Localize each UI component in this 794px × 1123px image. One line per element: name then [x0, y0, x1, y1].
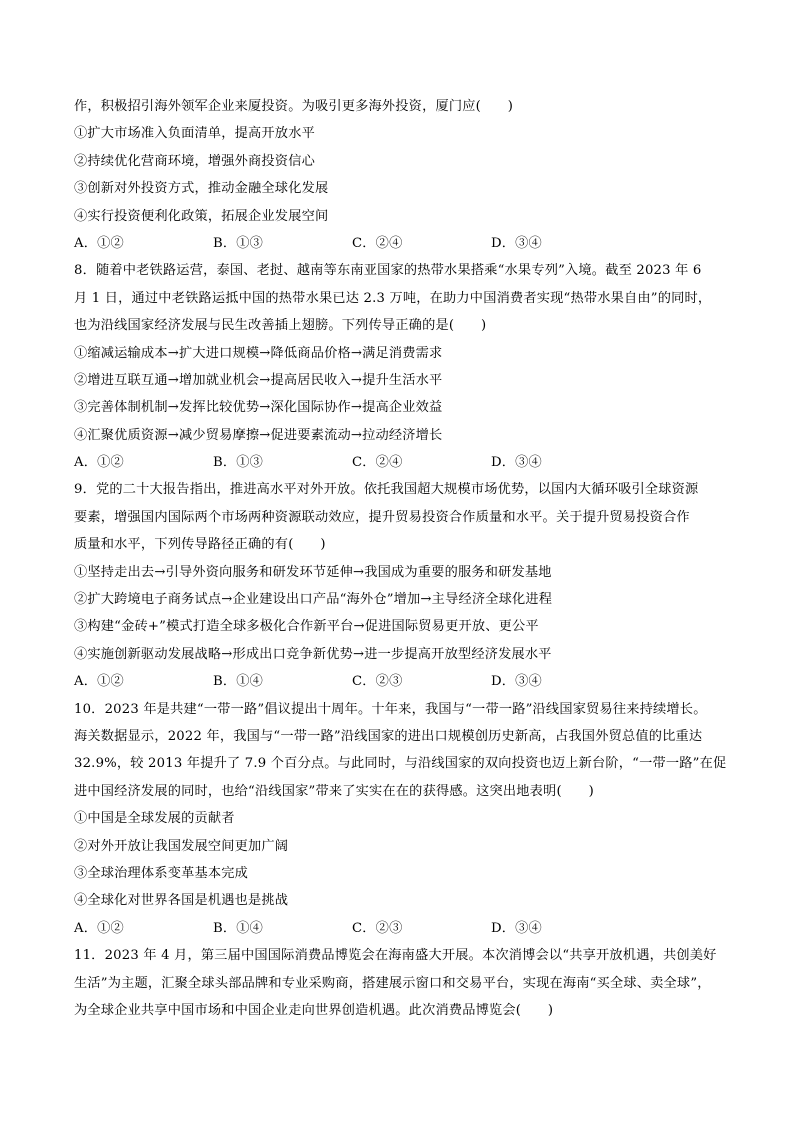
question-10-stem-line-4: 进中国经济发展的同时，也给“沿线国家”带来了实实在在的获得感。这突出地表明( ) [74, 783, 594, 799]
question-8-item-1: ①缩减运输成本→扩大进口规模→降低商品价格→满足消费需求 [74, 345, 443, 361]
question-10-item-3: ③全球治理体系变革基本完成 [74, 865, 249, 881]
question-content [74, 93, 734, 1024]
question-7-option-d: D．③④ [491, 235, 542, 251]
question-11-stem-line-1: 11．2023 年 4 月，第三届中国国际消费品博览会在海南盛大开展。本次消博会以“共享开放机遇，共创美好 [74, 948, 717, 964]
question-9-option-a: A．①② [74, 674, 124, 690]
question-9 [74, 476, 734, 695]
question-8-item-4: ④汇聚优质资源→减少贸易摩擦→促进要素流动→拉动经济增长 [74, 427, 443, 443]
question-10-option-c: C．②③ [352, 920, 403, 936]
question-7-item-1: ①扩大市场准入负面清单，提高开放水平 [74, 126, 315, 142]
question-10-options [74, 915, 734, 942]
question-8-stem-line-3: 也为沿线国家经济发展与民生改善插上翅膀。下列传导正确的是( ) [74, 318, 487, 334]
question-10-option-b: B．①④ [213, 920, 264, 936]
question-8-option-c: C．②④ [352, 455, 403, 471]
question-11-stem-line-3: 为全球企业共享中国市场和中国企业走向世界创造机遇。此次消费品博览会( ) [74, 1002, 554, 1018]
question-11 [74, 942, 734, 1024]
question-10-option-d: D．③④ [491, 920, 542, 936]
question-9-option-c: C．②③ [352, 674, 403, 690]
question-9-stem-line-2: 要素，增强国内国际两个市场两种资源联动效应，提升贸易投资合作质量和水平。关于提升贸易投资合作 [74, 509, 690, 525]
question-9-item-4: ④实施创新驱动发展战略→形成出口竞争新优势→进一步提高开放型经济发展水平 [74, 646, 552, 662]
question-10-stem-line-2: 海关数据显示，2022 年，我国与“一带一路”沿线国家的进出口规模创历史新高，占我国外贸总值的比重达 [74, 728, 703, 744]
question-8-option-d: D．③④ [491, 455, 542, 471]
question-7-option-c: C．②④ [352, 235, 403, 251]
question-9-item-3: ③构建“金砖+”模式打造全球多极化合作新平台→促进国际贸易更开放、更公平 [74, 619, 539, 635]
question-7-option-a: A．①② [74, 235, 124, 251]
question-8-item-2: ②增进互联互通→增加就业机会→提高居民收入→提升生活水平 [74, 372, 443, 388]
question-8-option-b: B．①③ [213, 455, 264, 471]
question-8-item-3: ③完善体制机制→发挥比较优势→深化国际协作→提高企业效益 [74, 400, 443, 416]
question-8-options [74, 449, 734, 476]
question-9-item-2: ②扩大跨境电子商务试点→企业建设出口产品“海外仓”增加→主导经济全球化进程 [74, 592, 553, 608]
question-10 [74, 696, 734, 943]
question-10-option-a: A．①② [74, 920, 124, 936]
question-10-item-4: ④全球化对世界各国是机遇也是挑战 [74, 893, 289, 909]
question-10-item-2: ②对外开放让我国发展空间更加广阔 [74, 838, 289, 854]
question-7 [74, 93, 734, 257]
question-7-option-b: B．①③ [213, 235, 264, 251]
question-9-stem-line-1: 9．党的二十大报告指出，推进高水平对外开放。依托我国超大规模市场优势，以国内大循环吸引全球资源 [74, 482, 699, 498]
question-9-stem-line-3: 质量和水平，下列传导路径正确的有( ) [74, 537, 326, 553]
question-9-option-b: B．①④ [213, 674, 264, 690]
question-8 [74, 257, 734, 476]
question-7-item-3: ③创新对外投资方式，推动金融全球化发展 [74, 181, 329, 197]
question-9-options [74, 668, 734, 695]
question-10-stem-line-3: 32.9%，较 2013 年提升了 7.9 个百分点。与此同时，与沿线国家的双向投资也迈上新台阶，“一带一路”在促 [74, 756, 727, 772]
question-9-option-d: D．③④ [491, 674, 542, 690]
question-8-stem-line-1: 8．随着中老铁路运营，泰国、老挝、越南等东南亚国家的热带水果搭乘“水果专列”入境。截至 2023 年 6 [74, 263, 702, 279]
question-7-item-2: ②持续优化营商环境，增强外商投资信心 [74, 153, 315, 169]
question-7-options [74, 230, 734, 257]
question-11-stem-line-2: 生活”为主题，汇聚全球头部品牌和专业采购商，搭建展示窗口和交易平台，实现在海南“买全球、卖全球”， [74, 975, 711, 991]
question-9-item-1: ①坚持走出去→引导外资向服务和研发环节延伸→我国成为重要的服务和研发基地 [74, 564, 552, 580]
question-7-item-4: ④实行投资便利化政策，拓展企业发展空间 [74, 208, 329, 224]
question-7-stem-line: 作，积极招引海外领军企业来厦投资。为吸引更多海外投资，厦门应( ) [74, 99, 514, 114]
question-8-option-a: A．①② [74, 455, 124, 471]
question-8-stem-line-2: 月 1 日，通过中老铁路运抵中国的热带水果已达 2.3 万吨，在助力中国消费者实现“热带水果自由”的同时， [74, 290, 712, 306]
question-10-item-1: ①中国是全球发展的贡献者 [74, 811, 235, 827]
question-10-stem-line-1: 10．2023 年是共建“一带一路”倡议提出十周年。十年来，我国与“一带一路”沿线国家贸易往来持续增长。 [74, 701, 707, 717]
